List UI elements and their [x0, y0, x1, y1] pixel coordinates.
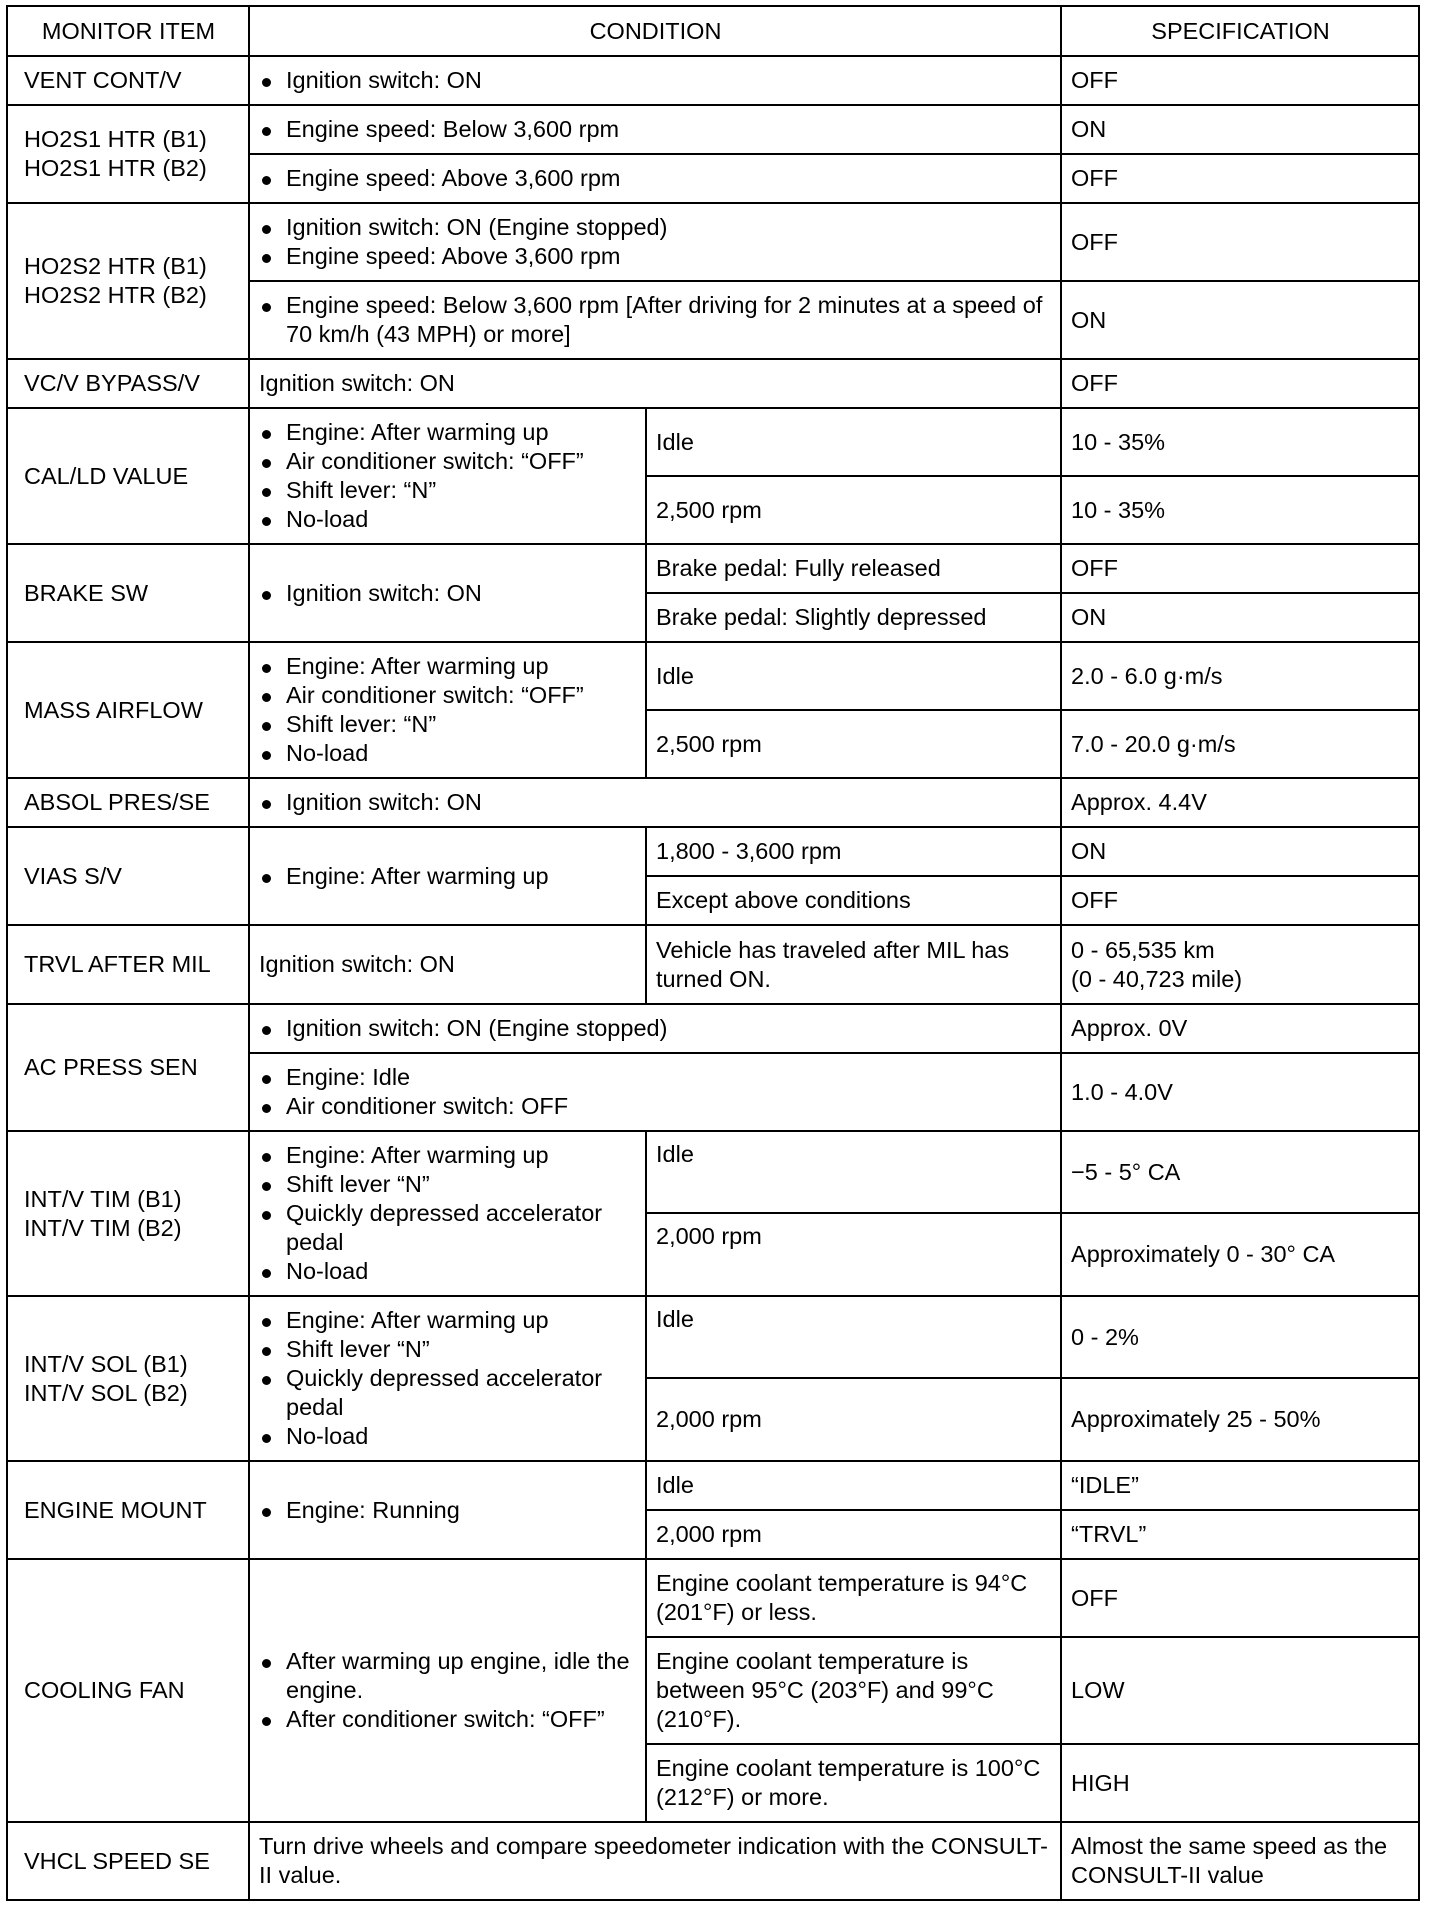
condition-bullet: Engine: After warming up	[259, 1306, 637, 1335]
spec-cell: “TRVL”	[1061, 1510, 1419, 1559]
monitor-item: CAL/LD VALUE	[7, 408, 249, 544]
spec-cell: 2.0 - 6.0 g·m/s	[1061, 642, 1419, 710]
monitor-item: COOLING FAN	[7, 1559, 249, 1822]
condition-cell	[249, 281, 1061, 359]
monitor-item: AC PRESS SEN	[7, 1004, 249, 1131]
monitor-spec-table	[6, 5, 1420, 1901]
spec-cell: Approx. 0V	[1061, 1004, 1419, 1053]
spec-line: 0 - 65,535 km	[1071, 936, 1215, 963]
monitor-item: BRAKE SW	[7, 544, 249, 642]
table-row	[7, 925, 1419, 1004]
sub-condition-cell: Engine coolant temperature is 100°C (212°F) or more.	[646, 1744, 1061, 1822]
condition-cell	[249, 827, 646, 925]
condition-cell	[249, 105, 1061, 154]
monitor-item: TRVL AFTER MIL	[7, 925, 249, 1004]
condition-bullet: Shift lever: “N”	[259, 476, 637, 505]
spec-cell: OFF	[1061, 203, 1419, 281]
monitor-item: VC/V BYPASS/V	[7, 359, 249, 408]
table-row	[7, 359, 1419, 408]
condition-cell	[249, 408, 646, 544]
table-row	[7, 56, 1419, 105]
spec-cell: −5 - 5° CA	[1061, 1131, 1419, 1213]
monitor-item-line: HO2S1 HTR (B1)	[24, 126, 207, 152]
monitor-item	[7, 203, 249, 359]
spec-cell: ON	[1061, 105, 1419, 154]
condition-cell	[249, 1131, 646, 1296]
monitor-item: VIAS S/V	[7, 827, 249, 925]
header-specification: SPECIFICATION	[1061, 6, 1419, 56]
sub-condition-cell: Brake pedal: Slightly depressed	[646, 593, 1061, 642]
sub-condition-cell: Vehicle has traveled after MIL has turned ON.	[646, 925, 1061, 1004]
condition-bullet: Shift lever: “N”	[259, 710, 637, 739]
spec-line: (0 - 40,723 mile)	[1071, 965, 1243, 992]
sub-condition-cell: Engine coolant temperature is 94°C (201°F) or less.	[646, 1559, 1061, 1637]
table-row	[7, 105, 1419, 154]
monitor-item: ABSOL PRES/SE	[7, 778, 249, 827]
sub-condition-cell: Except above conditions	[646, 876, 1061, 925]
condition-bullet: Ignition switch: ON (Engine stopped)	[259, 1014, 1052, 1043]
sub-condition-cell: 2,000 rpm	[646, 1510, 1061, 1559]
condition-bullet: No-load	[259, 739, 637, 768]
condition-cell	[249, 1461, 646, 1559]
spec-cell: 7.0 - 20.0 g·m/s	[1061, 710, 1419, 778]
spec-cell: 1.0 - 4.0V	[1061, 1053, 1419, 1131]
sub-condition-cell: 2,500 rpm	[646, 710, 1061, 778]
spec-cell: 10 - 35%	[1061, 408, 1419, 476]
sub-condition-cell: Idle	[646, 408, 1061, 476]
condition-bullet: Engine speed: Above 3,600 rpm	[259, 164, 1052, 193]
spec-cell	[1061, 925, 1419, 1004]
condition-bullet: Ignition switch: ON (Engine stopped)	[259, 213, 1052, 242]
condition-bullet: Engine: Idle	[259, 1063, 1052, 1092]
monitor-item-line: INT/V SOL (B2)	[24, 1379, 188, 1406]
spec-cell: OFF	[1061, 56, 1419, 105]
condition-bullet: Engine: After warming up	[259, 418, 637, 447]
condition-cell	[249, 1559, 646, 1822]
condition-bullet: Ignition switch: ON	[259, 788, 1052, 817]
monitor-item	[7, 1296, 249, 1461]
table-row	[7, 1296, 1419, 1378]
monitor-item: VENT CONT/V	[7, 56, 249, 105]
sub-condition-cell: 2,000 rpm	[646, 1213, 1061, 1296]
condition-bullet: Shift lever “N”	[259, 1170, 637, 1199]
spec-cell: OFF	[1061, 544, 1419, 593]
monitor-item-line: HO2S1 HTR (B2)	[24, 155, 207, 181]
table-row	[7, 544, 1419, 593]
condition-bullet: Air conditioner switch: OFF	[259, 1092, 1052, 1121]
header-row	[7, 6, 1419, 56]
condition-bullet: Engine speed: Below 3,600 rpm [After driving for 2 minutes at a speed of 70 km/h (43 MPH) or more]	[259, 291, 1052, 349]
monitor-item	[7, 1131, 249, 1296]
monitor-item: ENGINE MOUNT	[7, 1461, 249, 1559]
spec-cell: 10 - 35%	[1061, 476, 1419, 544]
sub-condition-cell: Idle	[646, 642, 1061, 710]
condition-bullet: Engine: After warming up	[259, 652, 637, 681]
condition-cell: Turn drive wheels and compare speedometer indication with the CONSULT-II value.	[249, 1822, 1061, 1900]
spec-cell: Almost the same speed as the CONSULT-II value	[1061, 1822, 1419, 1900]
spec-cell: OFF	[1061, 876, 1419, 925]
monitor-item: VHCL SPEED SE	[7, 1822, 249, 1900]
spec-cell: HIGH	[1061, 1744, 1419, 1822]
condition-bullet: Air conditioner switch: “OFF”	[259, 447, 637, 476]
table-row	[7, 1559, 1419, 1637]
condition-bullet: Quickly depressed accelerator pedal	[259, 1364, 637, 1422]
sub-condition-cell: Idle	[646, 1296, 1061, 1378]
spec-cell: Approx. 4.4V	[1061, 778, 1419, 827]
condition-cell	[249, 1004, 1061, 1053]
table-row	[7, 1461, 1419, 1510]
table-row	[7, 827, 1419, 876]
condition-bullet: After conditioner switch: “OFF”	[259, 1705, 637, 1734]
condition-cell	[249, 203, 1061, 281]
condition-cell	[249, 1053, 1061, 1131]
condition-bullet: Engine: After warming up	[259, 1141, 637, 1170]
condition-cell	[249, 154, 1061, 203]
header-monitor-item: MONITOR ITEM	[7, 6, 249, 56]
sub-condition-cell: Idle	[646, 1461, 1061, 1510]
condition-bullet: Engine: After warming up	[259, 862, 637, 891]
spec-cell: Approximately 0 - 30° CA	[1061, 1213, 1419, 1296]
monitor-item-line: INT/V SOL (B1)	[24, 1350, 188, 1377]
condition-cell	[249, 642, 646, 778]
spec-cell: ON	[1061, 827, 1419, 876]
sub-condition-cell: 2,000 rpm	[646, 1378, 1061, 1461]
condition-bullet: No-load	[259, 1422, 637, 1451]
monitor-item-line: INT/V TIM (B2)	[24, 1214, 182, 1241]
table-row	[7, 778, 1419, 827]
condition-bullet: No-load	[259, 505, 637, 534]
spec-cell: 0 - 2%	[1061, 1296, 1419, 1378]
sub-condition-cell: Idle	[646, 1131, 1061, 1213]
spec-cell: OFF	[1061, 1559, 1419, 1637]
condition-cell: Ignition switch: ON	[249, 925, 646, 1004]
table-row	[7, 408, 1419, 476]
sub-condition-cell: 1,800 - 3,600 rpm	[646, 827, 1061, 876]
table-row	[7, 1004, 1419, 1053]
spec-cell: “IDLE”	[1061, 1461, 1419, 1510]
condition-cell	[249, 544, 646, 642]
monitor-item-line: HO2S2 HTR (B2)	[24, 282, 207, 308]
condition-bullet: Engine: Running	[259, 1496, 637, 1525]
condition-bullet: Shift lever “N”	[259, 1335, 637, 1364]
condition-bullet: Quickly depressed accelerator pedal	[259, 1199, 637, 1257]
table-row	[7, 203, 1419, 281]
table-row	[7, 642, 1419, 710]
monitor-item	[7, 105, 249, 203]
condition-bullet: Air conditioner switch: “OFF”	[259, 681, 637, 710]
spec-cell: OFF	[1061, 359, 1419, 408]
condition-cell	[249, 778, 1061, 827]
spec-cell: ON	[1061, 593, 1419, 642]
sub-condition-cell: Engine coolant temperature is between 95°C (203°F) and 99°C (210°F).	[646, 1637, 1061, 1744]
spec-cell: LOW	[1061, 1637, 1419, 1744]
spec-cell: OFF	[1061, 154, 1419, 203]
condition-bullet: Engine speed: Below 3,600 rpm	[259, 115, 1052, 144]
spec-cell: Approximately 25 - 50%	[1061, 1378, 1419, 1461]
condition-bullet: Ignition switch: ON	[259, 579, 637, 608]
sub-condition-cell: 2,500 rpm	[646, 476, 1061, 544]
table-row	[7, 1822, 1419, 1900]
condition-bullet: Ignition switch: ON	[259, 66, 1052, 95]
condition-cell	[249, 1296, 646, 1461]
monitor-item: MASS AIRFLOW	[7, 642, 249, 778]
header-condition: CONDITION	[249, 6, 1061, 56]
condition-cell	[249, 56, 1061, 105]
condition-cell: Ignition switch: ON	[249, 359, 1061, 408]
condition-bullet: No-load	[259, 1257, 637, 1286]
condition-bullet: Engine speed: Above 3,600 rpm	[259, 242, 1052, 271]
sub-condition-cell: Brake pedal: Fully released	[646, 544, 1061, 593]
condition-bullet: After warming up engine, idle the engine.	[259, 1647, 637, 1705]
monitor-item-line: INT/V TIM (B1)	[24, 1185, 182, 1212]
monitor-item-line: HO2S2 HTR (B1)	[24, 253, 207, 279]
spec-cell: ON	[1061, 281, 1419, 359]
table-row	[7, 1131, 1419, 1213]
